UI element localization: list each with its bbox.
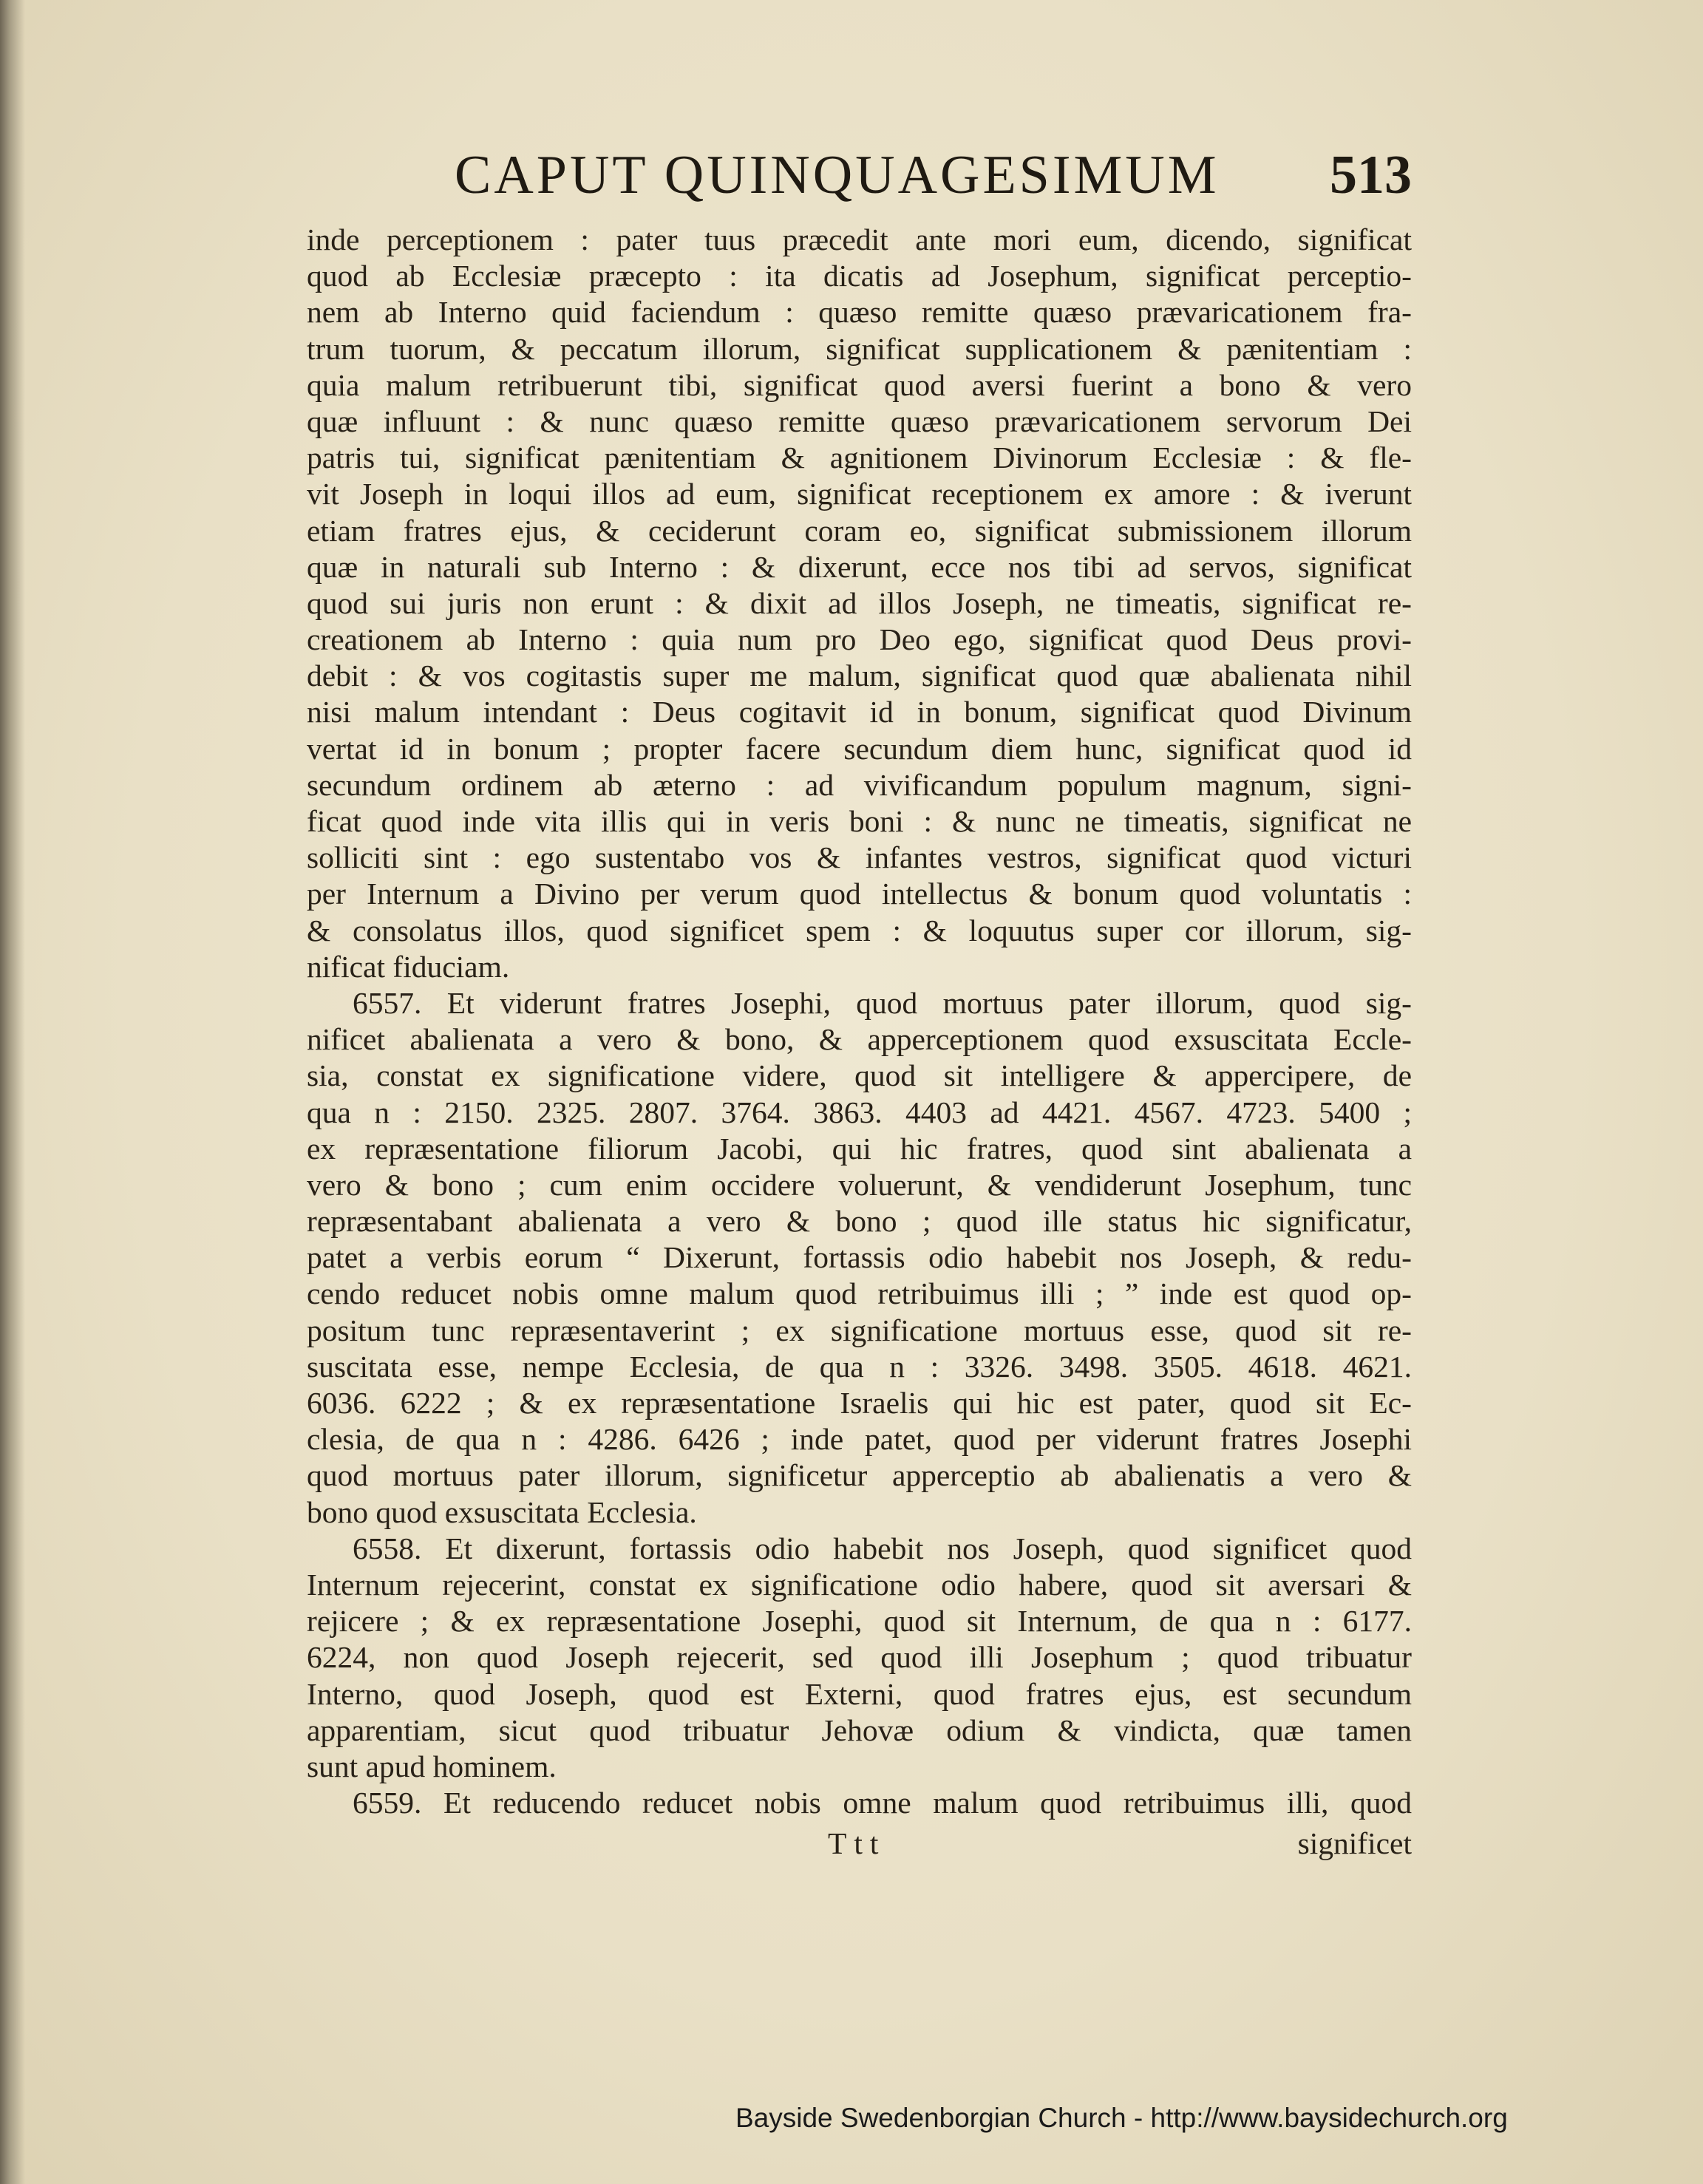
text-line: quod mortuus pater illorum, significetur apperceptio ab abalienatis a vero &	[307, 1458, 1412, 1493]
text-line: patet a verbis eorum “ Dixerunt, fortassis odio habebit nos Joseph, & redu-	[307, 1240, 1412, 1275]
text-line: & consolatus illos, quod significet spem : & loquutus super cor illorum, sig-	[307, 913, 1412, 948]
text-line: 6559. Et reducendo reducet nobis omne malum quod retribuimus illi, quod	[353, 1786, 1412, 1820]
text-line: secundum ordinem ab æterno : ad vivificandum populum magnum, signi-	[307, 767, 1412, 802]
text-line: 6224, non quod Joseph rejecerit, sed quod illi Josephum ; quod tribuatur	[307, 1640, 1412, 1675]
chapter-title: CAPUT QUINQUAGESIMUM	[455, 145, 1220, 205]
text-line: clesia, de qua n : 4286. 6426 ; inde patet, quod per viderunt fratres Josephi	[307, 1422, 1412, 1457]
text-line: debit : & vos cogitastis super me malum, significat quod quæ abalienata nihil	[307, 659, 1412, 693]
text-line: vit Joseph in loqui illos ad eum, significat receptionem ex amore : & iverunt	[307, 477, 1412, 511]
page-number: 513	[1330, 145, 1412, 205]
text-line: nificet abalienata a vero & bono, & apperceptionem quod exsuscitata Eccle-	[307, 1022, 1412, 1057]
text-line: quod sui juris non erunt : & dixit ad illos Joseph, ne timeatis, significat re-	[307, 585, 1412, 620]
text-line: inde perceptionem : pater tuus præcedit ante mori eum, dicendo, significat	[307, 222, 1412, 256]
text-line: repræsentabant abalienata a vero & bono ; quod ille status hic significatur,	[307, 1204, 1412, 1239]
text-line: apparentiam, sicut quod tribuatur Jehovæ odium & vindicta, quæ tamen	[307, 1712, 1412, 1747]
text-line: quia malum retribuerunt tibi, significat quod aversi fuerint a bono & vero	[307, 367, 1412, 402]
text-line: ex repræsentatione filiorum Jacobi, qui hic fratres, quod sint abalienata a	[307, 1131, 1412, 1166]
text-line: vero & bono ; cum enim occidere voluerunt, & vendiderunt Josephum, tunc	[307, 1167, 1412, 1202]
text-line: creationem ab Interno : quia num pro Deo ego, significat quod Deus provi-	[307, 622, 1412, 657]
text-line: qua n : 2150. 2325. 2807. 3764. 3863. 4403 ad 4421. 4567. 4723. 5400 ;	[307, 1095, 1412, 1129]
book-gutter-shadow	[0, 0, 25, 2184]
signature-mark: Ttt	[828, 1826, 886, 1860]
text-line: sia, constat ex significatione videre, quod sit intelligere & appercipere, de	[307, 1058, 1412, 1093]
text-line: trum tuorum, & peccatum illorum, significat supplicationem & pænitentiam :	[307, 331, 1412, 366]
text-line: solliciti sint : ego sustentabo vos & infantes vestros, significat quod victuri	[307, 840, 1412, 875]
text-line: suscitata esse, nempe Ecclesia, de qua n : 3326. 3498. 3505. 4618. 4621.	[307, 1349, 1412, 1384]
text-line: etiam fratres ejus, & ceciderunt coram eo, significat submissionem illorum	[307, 513, 1412, 548]
body-text	[307, 222, 1412, 1821]
text-line: nisi malum intendant : Deus cogitavit id in bonum, significat quod Divinum	[307, 695, 1412, 729]
text-line: nem ab Interno quid faciendum : quæso remitte quæso prævaricationem fra-	[307, 295, 1412, 330]
text-line: sunt apud hominem.	[307, 1749, 557, 1783]
text-line: positum tunc repræsentaverint ; ex significatione mortuus esse, quod sit re-	[307, 1313, 1412, 1347]
source-watermark: Bayside Swedenborgian Church - http://www.baysidechurch.org	[735, 2103, 1508, 2133]
text-line: 6558. Et dixerunt, fortassis odio habebit nos Joseph, quod significet quod	[353, 1531, 1412, 1565]
text-line: ficat quod inde vita illis qui in veris boni : & nunc ne timeatis, significat ne	[307, 804, 1412, 838]
text-line: Interno, quod Joseph, quod est Externi, quod fratres ejus, est secundum	[307, 1676, 1412, 1711]
page-footer	[307, 1826, 1412, 1870]
text-line: bono quod exsuscitata Ecclesia.	[307, 1494, 697, 1529]
text-line: patris tui, significat pænitentiam & agnitionem Divinorum Ecclesiæ : & fle-	[307, 440, 1412, 475]
text-line: quod ab Ecclesiæ præcepto : ita dicatis ad Josephum, significat perceptio-	[307, 259, 1412, 293]
text-line: cendo reducet nobis omne malum quod retribuimus illi ; ” inde est quod op-	[307, 1276, 1412, 1311]
text-line: 6557. Et viderunt fratres Josephi, quod mortuus pater illorum, quod sig-	[353, 985, 1412, 1020]
running-header	[307, 137, 1412, 218]
text-line: nificat fiduciam.	[307, 949, 510, 984]
text-line: quæ in naturali sub Interno : & dixerunt, ecce nos tibi ad servos, significat	[307, 549, 1412, 584]
text-line: Internum rejecerint, constat ex significatione odio habere, quod sit aversari &	[307, 1567, 1412, 1602]
text-line: rejicere ; & ex repræsentatione Josephi, quod sit Internum, de qua n : 6177.	[307, 1604, 1412, 1639]
catchword: significet	[1297, 1826, 1412, 1860]
text-line: quæ influunt : & nunc quæso remitte quæso prævaricationem servorum Dei	[307, 404, 1412, 438]
text-line: vertat id in bonum ; propter facere secundum diem hunc, significat quod id	[307, 731, 1412, 766]
text-line: per Internum a Divino per verum quod intellectus & bonum quod voluntatis :	[307, 877, 1412, 911]
text-line: 6036. 6222 ; & ex repræsentatione Israelis qui hic est pater, quod sit Ec-	[307, 1386, 1412, 1420]
